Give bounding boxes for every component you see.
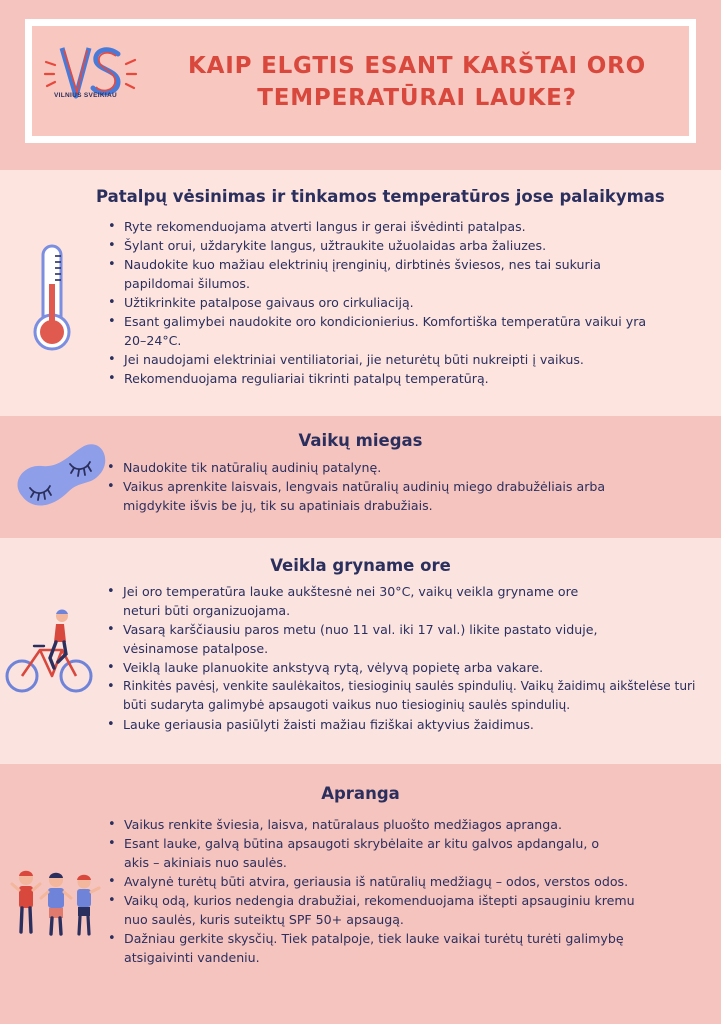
section-sleep bbox=[0, 416, 721, 538]
header-frame bbox=[25, 19, 696, 143]
list-item: • Vasarą karščiausiu paros metu (nuo 11 val. iki 17 val.) likite pastato viduje, vėsinamose patalpose. bbox=[107, 620, 607, 658]
vilnius-sveikiau-logo bbox=[42, 34, 142, 124]
clothing-list bbox=[108, 815, 688, 967]
page-title-line1: KAIP ELGTIS ESANT KARŠTAI ORO bbox=[188, 53, 646, 79]
section-cooling bbox=[0, 170, 721, 416]
bicycle-rider-icon bbox=[4, 608, 96, 700]
list-item: • Rekomenduojama reguliariai tikrinti patalpų temperatūrą. bbox=[108, 369, 668, 388]
list-item: • Lauke geriausia pasiūlyti žaisti mažiau fiziškai aktyvius žaidimus. bbox=[107, 715, 707, 734]
list-item: • Esant lauke, galvą būtina apsaugoti skrybėlaite ar kitu galvos apdangalu, o akis – akiniais nuo saulės. bbox=[108, 834, 628, 872]
list-item: • Esant galimybei naudokite oro kondicionierius. Komfortiška temperatūra vaikui yra 20–24°C. bbox=[108, 312, 668, 350]
list-item: • Veiklą lauke planuokite ankstyvą rytą, vėlyvą popietę arba vakare. bbox=[107, 658, 707, 677]
list-item: • Jei oro temperatūra lauke aukštesnė nei 30°C, vaikų veikla gryname ore neturi būti organizuojama. bbox=[107, 582, 607, 620]
list-item: • Naudokite kuo mažiau elektrinių įrenginių, dirbtinės šviesos, nes tai sukuria papildomai šilumos. bbox=[108, 255, 668, 293]
list-item: • Vaikus aprenkite laisvais, lengvais natūralių audinių miego drabužėliais arba migdykite išvis be jų, tik su apatiniais drabužiais. bbox=[107, 477, 667, 515]
list-item: • Dažniau gerkite skysčių. Tiek patalpoje, tiek lauke vaikai turėtų turėti galimybę atsigaivinti vandeniu. bbox=[108, 929, 648, 967]
list-item: • Vaikų odą, kurios nedengia drabužiai, rekomenduojama ištepti apsauginiu kremu nuo saulės, kuris suteiktų SPF 50+ apsaugą. bbox=[108, 891, 658, 929]
section-title: Patalpų vėsinimas ir tinkamos temperatūros jose palaikymas bbox=[96, 187, 665, 206]
section-outdoor bbox=[0, 538, 721, 764]
sleep-list bbox=[107, 458, 667, 515]
list-item: • Užtikrinkite patalpose gaivaus oro cirkuliaciją. bbox=[108, 293, 668, 312]
page-title bbox=[147, 50, 687, 114]
cooling-list bbox=[108, 217, 668, 388]
list-item: • Vaikus renkite šviesia, laisva, natūralaus pluošto medžiagos apranga. bbox=[108, 815, 688, 834]
children-group-icon bbox=[8, 868, 104, 938]
thermometer-icon bbox=[30, 242, 80, 354]
list-item: • Jei naudojami elektriniai ventiliatoriai, jie neturėtų būti nukreipti į vaikus. bbox=[108, 350, 668, 369]
page-title-line2: TEMPERATŪRAI LAUKE? bbox=[257, 85, 577, 111]
list-item: • Naudokite tik natūralių audinių patalynę. bbox=[107, 458, 667, 477]
section-clothing bbox=[0, 764, 721, 1024]
header bbox=[0, 0, 721, 170]
outdoor-list bbox=[107, 582, 707, 734]
list-item: • Ryte rekomenduojama atverti langus ir gerai išvėdinti patalpas. bbox=[108, 217, 668, 236]
list-item: • Šylant orui, uždarykite langus, užtraukite užuolaidas arba žaliuzes. bbox=[108, 236, 668, 255]
logo-caption: VILNIUS SVEIKIAU bbox=[54, 92, 117, 99]
section-title: Veikla gryname ore bbox=[270, 556, 451, 575]
section-title: Apranga bbox=[321, 784, 400, 803]
list-item: • Avalynė turėtų būti atvira, geriausia iš natūralių medžiagų – odos, verstos odos. bbox=[108, 872, 688, 891]
section-title: Vaikų miegas bbox=[298, 431, 423, 450]
list-item: • Rinkitės pavėsį, venkite saulėkaitos, tiesioginių saulės spindulių. Vaikų žaidimų aikštelėse turi būti sudaryta galimybė apsaugoti vaikus nuo tiesioginių saulės spindulių. bbox=[107, 677, 707, 715]
